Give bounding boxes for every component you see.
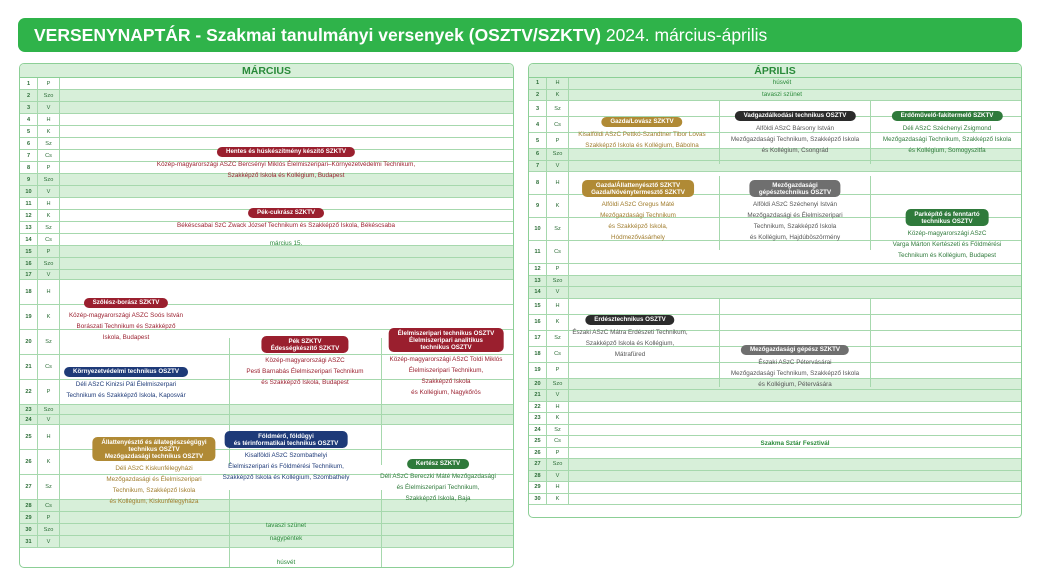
day-row: [20, 234, 513, 246]
note-good-friday: nagypéntek: [269, 535, 303, 542]
event-gazda-lovasz-title: Gazda/Lovász SZKTV: [601, 117, 682, 127]
day-number: 16: [529, 315, 547, 330]
day-number: 28: [529, 471, 547, 482]
day-of-week: V: [547, 161, 569, 172]
day-number: 28: [20, 500, 38, 511]
day-row: [529, 413, 1021, 425]
day-number: 30: [529, 494, 547, 505]
day-number: 7: [529, 161, 547, 172]
day-of-week: H: [38, 425, 60, 449]
day-row: [20, 405, 513, 415]
event-hentes-title: Hentes és húskészítmény készítő SZKTV: [217, 147, 355, 157]
day-of-week: V: [547, 287, 569, 298]
header-title-light: 2024. március-április: [605, 25, 768, 45]
day-number: 9: [529, 195, 547, 217]
day-row: [529, 425, 1021, 437]
day-number: 27: [20, 475, 38, 499]
day-number: 11: [20, 198, 38, 209]
day-number: 6: [529, 149, 547, 160]
day-number: 16: [20, 258, 38, 269]
day-of-week: V: [38, 186, 60, 197]
day-row: [529, 287, 1021, 299]
day-number: 20: [20, 330, 38, 354]
day-of-week: V: [38, 270, 60, 279]
day-of-week: H: [547, 482, 569, 493]
day-of-week: P: [547, 448, 569, 459]
day-of-week: Szo: [38, 258, 60, 269]
day-of-week: Sz: [547, 425, 569, 436]
day-of-week: Cs: [547, 241, 569, 263]
day-of-week: H: [547, 299, 569, 314]
day-number: 3: [529, 101, 547, 116]
day-number: 25: [20, 425, 38, 449]
day-of-week: Sz: [38, 475, 60, 499]
event-pek-cukrasz: Pék-cukrász SZKTV Békéscsabai SzC Zwack József Technikum és Szakképző Iskola, Békéscsaba: [177, 209, 395, 229]
note-spring-break: tavaszi szünet: [266, 522, 306, 529]
day-of-week: Szo: [547, 276, 569, 287]
day-number: 29: [20, 512, 38, 523]
note-april-easter: húsvét: [772, 79, 792, 86]
day-row: [20, 90, 513, 102]
day-of-week: Sz: [38, 222, 60, 233]
event-erdesztechnikus-title: Erdésztechnikus OSZTV: [585, 315, 675, 325]
day-number: 8: [20, 162, 38, 173]
day-of-week: H: [547, 172, 569, 194]
day-number: 22: [529, 402, 547, 413]
day-of-week: K: [547, 195, 569, 217]
day-of-week: Szo: [547, 379, 569, 390]
event-foldmero-title: Földmérő, földügyi és térinformatikai technikus OSZTV: [225, 431, 348, 448]
day-number: 17: [529, 331, 547, 346]
day-of-week: Szo: [38, 405, 60, 414]
event-erdomuvelo: Erdőművelő-fakitermelő SZKTV Déli ASzC Széchenyi Zsigmond Mezőgazdasági Technikum, Szakképző Iskola és Kollégium, Somogyszitfa: [882, 112, 1012, 154]
day-of-week: Sz: [38, 330, 60, 354]
day-of-week: Cs: [547, 436, 569, 447]
day-row: [529, 390, 1021, 402]
day-row: [529, 264, 1021, 276]
event-parkepito-title: Parképítő és fenntartó technikus OSZTV: [905, 209, 988, 226]
day-number: 18: [529, 347, 547, 362]
day-number: 10: [20, 186, 38, 197]
day-number: 24: [20, 415, 38, 424]
note-easter: húsvét: [276, 559, 296, 566]
day-of-week: K: [547, 494, 569, 505]
day-number: 9: [20, 174, 38, 185]
day-number: 14: [20, 234, 38, 245]
day-row: [20, 114, 513, 126]
day-of-week: V: [547, 471, 569, 482]
day-of-week: V: [38, 415, 60, 424]
day-number: 4: [20, 114, 38, 125]
event-mezogepesz-szktv: Mezőgazdasági gépész SZKTV Északi ASzC Pétervásárai Mezőgazdasági Technikum, Szakképző Iskola és Kollégium, Pétervására: [730, 346, 860, 388]
day-number: 30: [20, 524, 38, 535]
day-of-week: V: [38, 102, 60, 113]
month-title-april: ÁPRILIS: [529, 64, 1021, 78]
day-row: [20, 536, 513, 548]
day-of-week: Sz: [547, 218, 569, 240]
day-number: 1: [20, 78, 38, 89]
day-of-week: P: [38, 162, 60, 173]
day-number: 2: [20, 90, 38, 101]
day-of-week: K: [38, 305, 60, 329]
day-number: 24: [529, 425, 547, 436]
event-elelmiszer: Élelmiszeripari technikus OSZTV Élelmiszeripari analitikus technikus OSZTV Közép-magyarországi ASzC Toldi Miklós Élelmiszeripari Technikum, Szakképző Iskola és Kollégium, Nagykőrös: [389, 329, 503, 396]
day-row: [20, 270, 513, 280]
event-szolesz: Szőlész-borász SZKTV Közép-magyarországi ASZC Soós István Borászati Technikum és Szakképző Iskola, Budapest: [68, 299, 184, 341]
event-allattenyeszto: Állattenyésztő és állategészségügyi technikus OSZTV Mezőgazdasági technikus OSZTV Déli ASzC Kiskunfélegyházi Mezőgazdasági és Élelmiszeripari Technikum, Szakképző Iskola és Kollégium, Kiskunfélegyháza: [92, 437, 215, 507]
day-of-week: P: [38, 246, 60, 257]
page-header: [18, 18, 1022, 52]
day-of-week: H: [38, 198, 60, 209]
day-row: [529, 161, 1021, 173]
day-of-week: K: [547, 90, 569, 101]
day-of-week: P: [547, 363, 569, 378]
day-number: 26: [529, 448, 547, 459]
month-title-march: MÁRCIUS: [20, 64, 513, 78]
day-of-week: K: [547, 413, 569, 424]
day-number: 1: [529, 78, 547, 89]
day-of-week: P: [38, 78, 60, 89]
day-of-week: H: [38, 114, 60, 125]
event-gazda-lovasz: Gazda/Lovász SZKTV Kisalföldi ASzC Pettkó-Szandtner Tibor Lovas Szakképző Iskola és Kollégium, Bábolna: [578, 118, 706, 149]
day-of-week: Cs: [547, 117, 569, 132]
day-number: 31: [20, 536, 38, 547]
day-number: 23: [20, 405, 38, 414]
event-hentes: Hentes és húskészítmény készítő SZKTV Közép-magyarországi ASZC Bercsényi Miklós Élelmiszeripari–Környezetvédelmi Technikum, Szakképző Iskola és Kollégium, Budapest: [156, 148, 416, 179]
event-kertesz: Kertész SZKTV Déli ASzC Bereczki Máté Mezőgazdasági és Élelmiszeripari Technikum, Szakképző Iskola, Baja: [380, 460, 496, 502]
day-of-week: Szo: [38, 90, 60, 101]
march-calendar: [19, 63, 514, 568]
day-number: 17: [20, 270, 38, 279]
day-number: 19: [20, 305, 38, 329]
day-number: 3: [20, 102, 38, 113]
day-of-week: H: [547, 78, 569, 89]
event-pek-cukrasz-title: Pék-cukrász SZKTV: [248, 208, 324, 218]
event-kornyezet: Környezetvédelmi technikus OSZTV Déli ASzC Kinizsi Pál Élelmiszerpari Technikum és Szakképző Iskola, Kaposvár: [64, 360, 188, 401]
day-row: [20, 246, 513, 258]
day-number: 4: [529, 117, 547, 132]
day-number: 13: [20, 222, 38, 233]
day-of-week: K: [38, 210, 60, 221]
event-erdomuvelo-title: Erdőművelő-fakitermelő SZKTV: [892, 111, 1003, 121]
day-row: [20, 102, 513, 114]
event-mezogepesztechnikus: Mezőgazdasági gépésztechnikus OSZTV Alföldi ASzC Széchenyi István Mezőgazdasági és Élelmiszeripari Technikum, Szakképző Iskola és Kollégium, Hajdúböszörmény: [747, 181, 843, 241]
day-of-week: Cs: [38, 500, 60, 511]
day-row: [20, 78, 513, 90]
day-row: [529, 482, 1021, 494]
day-number: 26: [20, 450, 38, 474]
event-kornyezet-title: Környezetvédelmi technikus OSZTV: [64, 367, 188, 377]
day-of-week: Szo: [38, 174, 60, 185]
day-of-week: Sz: [38, 138, 60, 149]
day-of-week: K: [38, 126, 60, 137]
day-of-week: Sz: [547, 101, 569, 116]
day-row: [529, 448, 1021, 460]
event-allattenyeszto-title: Állattenyésztő és állategészségügyi technikus OSZTV Mezőgazdasági technikus OSZTV: [92, 437, 215, 461]
day-number: 18: [20, 280, 38, 304]
day-of-week: P: [38, 380, 60, 404]
event-vadgazda-title: Vadgazdálkodási technikus OSZTV: [735, 111, 856, 121]
day-of-week: H: [547, 402, 569, 413]
event-mezogepesz-szktv-title: Mezőgazdasági gépész SZKTV: [741, 345, 849, 355]
day-of-week: Szo: [547, 149, 569, 160]
day-row: [529, 402, 1021, 414]
day-of-week: P: [547, 133, 569, 148]
note-szakma-sztar: Szakma Sztár Fesztivál: [760, 440, 830, 447]
day-number: 5: [20, 126, 38, 137]
day-row: [20, 415, 513, 425]
day-number: 13: [529, 276, 547, 287]
day-of-week: Szo: [547, 459, 569, 470]
day-of-week: Cs: [38, 355, 60, 379]
day-number: 2: [529, 90, 547, 101]
day-number: 21: [529, 390, 547, 401]
event-vadgazda: Vadgazdálkodási technikus OSZTV Alföldi ASzC Bársony István Mezőgazdasági Technikum, Szakképző Iskola és Kollégium, Csongrád: [730, 112, 860, 154]
day-of-week: K: [547, 315, 569, 330]
day-number: 20: [529, 379, 547, 390]
day-number: 5: [529, 133, 547, 148]
event-foldmero: Földmérő, földügyi és térinformatikai technikus OSZTV Kisalföldi ASzC Szombathelyi Élelmiszeripari és Földmérési Technikum, Szakképző Iskola és Kollégium, Szombathely: [222, 432, 350, 481]
day-number: 23: [529, 413, 547, 424]
day-row: [20, 186, 513, 198]
day-row: [529, 459, 1021, 471]
event-kertesz-title: Kertész SZKTV: [407, 459, 469, 469]
day-of-week: Cs: [547, 347, 569, 362]
day-of-week: Cs: [38, 150, 60, 161]
day-row: [20, 258, 513, 270]
day-number: 29: [529, 482, 547, 493]
day-of-week: P: [547, 264, 569, 275]
event-elelmiszer-title: Élelmiszeripari technikus OSZTV Élelmiszeripari analitikus technikus OSZTV: [389, 328, 504, 352]
event-erdesztechnikus: Erdésztechnikus OSZTV Északi ASzC Mátra Erdészeti Technikum, Szakképző Iskola és Kollégium, Mátrafüred: [572, 316, 688, 358]
day-number: 10: [529, 218, 547, 240]
event-pek-szktv: Pék SZKTV Édességkészítő SZKTV Közép-magyarországi ASZC Pesti Barnabás Élelmiszeripari Technikum és Szakképző Iskola, Budapest: [246, 337, 364, 386]
day-number: 11: [529, 241, 547, 263]
event-szolesz-title: Szőlész-borász SZKTV: [84, 298, 169, 308]
day-number: 21: [20, 355, 38, 379]
event-pek-szktv-title: Pék SZKTV Édességkészítő SZKTV: [262, 336, 348, 353]
day-number: 25: [529, 436, 547, 447]
day-row: [20, 126, 513, 138]
day-of-week: Cs: [38, 234, 60, 245]
day-number: 12: [529, 264, 547, 275]
note-april-spring-break: tavaszi szünet: [762, 91, 802, 98]
event-gazda-allattenyeszto-title: Gazda/Állattenyésztő SZKTV Gazda/Növénytermesztő SZKTV: [582, 180, 694, 197]
day-of-week: K: [38, 450, 60, 474]
event-parkepito: Parképítő és fenntartó technikus OSZTV Közép-magyarországi ASzC Varga Márton Kertészeti és Földmérési Technikum és Kollégium, Budapest: [892, 210, 1002, 259]
day-number: 8: [529, 172, 547, 194]
note-march-15: március 15.: [269, 240, 303, 247]
day-number: 22: [20, 380, 38, 404]
day-of-week: H: [38, 280, 60, 304]
day-number: 14: [529, 287, 547, 298]
day-of-week: P: [38, 512, 60, 523]
day-number: 27: [529, 459, 547, 470]
day-number: 12: [20, 210, 38, 221]
day-row: [529, 494, 1021, 506]
day-of-week: Szo: [38, 524, 60, 535]
header-title-bold: VERSENYNAPTÁR - Szakmai tanulmányi versenyek (OSZTV/SZKTV): [34, 25, 601, 45]
day-of-week: Sz: [547, 331, 569, 346]
day-of-week: V: [38, 536, 60, 547]
day-number: 19: [529, 363, 547, 378]
day-number: 6: [20, 138, 38, 149]
event-gazda-allattenyeszto: Gazda/Állattenyésztő SZKTV Gazda/Növénytermesztő SZKTV Alföldi ASzC Gregus Máté Mezőgazdasági Technikum és Szakképző Iskola, Hódmezővásárhely: [582, 180, 694, 243]
day-row: [529, 471, 1021, 483]
april-calendar: [528, 63, 1022, 518]
event-mezogepesztechnikus-title: Mezőgazdasági gépésztechnikus OSZTV: [750, 180, 840, 197]
day-of-week: V: [547, 390, 569, 401]
day-number: 7: [20, 150, 38, 161]
day-number: 15: [529, 299, 547, 314]
day-number: 15: [20, 246, 38, 257]
day-row: [529, 276, 1021, 288]
